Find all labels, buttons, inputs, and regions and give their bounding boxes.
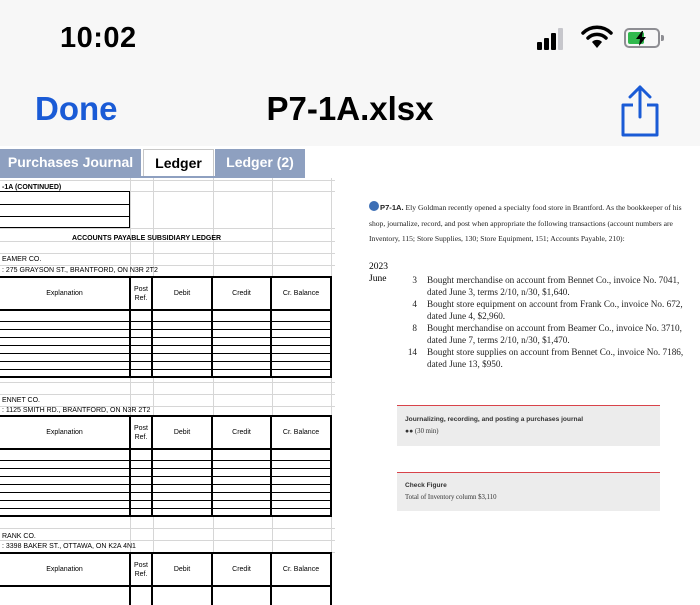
section-label: -1A (CONTINUED) bbox=[2, 184, 62, 191]
transaction-text: Bought store supplies on account from Bennet Co., invoice No. 7186, dated June 13, $950. bbox=[427, 347, 684, 369]
account-name: ENNET CO. bbox=[2, 397, 40, 404]
spreadsheet-grid[interactable] bbox=[0, 178, 335, 605]
column-header: Credit bbox=[232, 566, 251, 573]
document-title: P7-1A.xlsx bbox=[266, 90, 434, 127]
transaction-text: Bought store equipment on account from Frank Co., invoice No. 672, dated June 4, $2,960. bbox=[427, 299, 683, 321]
navigation-bar bbox=[0, 80, 700, 146]
charging-bolt-icon bbox=[634, 31, 648, 46]
tab-purchases-journal[interactable]: Purchases Journal bbox=[0, 149, 141, 177]
column-header: Debit bbox=[173, 290, 191, 297]
account-name: EAMER CO. bbox=[2, 256, 42, 263]
transaction-text: Bought merchandise on account from Beamer Co., invoice No. 3710, dated June 7, terms 2/10, n/30, $1,470. bbox=[427, 323, 682, 345]
tab-ledger-2[interactable]: Ledger (2) bbox=[215, 149, 305, 177]
problem-text: Ely Goldman recently opened a specialty food store in Brantford. As the bookkeeper of his shop, journalize, record, and post when appropriate the following transactions (account numbers are Inventory, 115; Store Supplies, 130; Store Equipment, 151; Accounts Payable, 210): bbox=[369, 203, 682, 244]
column-header: Credit bbox=[232, 429, 251, 436]
column-header: Credit bbox=[232, 290, 251, 297]
transaction-day: 8 bbox=[412, 323, 417, 333]
column-header: Post Ref. bbox=[133, 562, 148, 578]
status-icons bbox=[537, 26, 662, 52]
cellular-signal-icon bbox=[537, 26, 565, 50]
tab-ledger[interactable]: Ledger bbox=[143, 149, 214, 177]
account-address: : 3398 BAKER ST., OTTAWA, ON K2A 4N1 bbox=[2, 543, 136, 550]
ledger-table[interactable] bbox=[0, 552, 332, 605]
column-header: Cr. Balance bbox=[282, 566, 320, 573]
column-header: Debit bbox=[173, 566, 191, 573]
globe-icon bbox=[369, 201, 379, 211]
status-bar bbox=[0, 0, 700, 80]
month-label: June bbox=[369, 274, 387, 284]
year-label: 2023 bbox=[369, 262, 388, 272]
column-header: Post Ref. bbox=[133, 425, 148, 441]
objective-title: Journalizing, recording, and posting a purchases journal bbox=[405, 416, 584, 423]
done-button[interactable]: Done bbox=[35, 90, 118, 127]
account-address: : 1125 SMITH RD., BRANTFORD, ON N3R 2T2 bbox=[2, 407, 151, 414]
title-box bbox=[0, 191, 130, 228]
share-icon[interactable] bbox=[618, 83, 662, 139]
objective-time: ●● (30 min) bbox=[405, 428, 439, 435]
column-header: Explanation bbox=[46, 290, 83, 297]
transaction-day: 4 bbox=[412, 299, 417, 309]
column-header: Explanation bbox=[46, 566, 83, 573]
problem-intro bbox=[369, 200, 694, 247]
battery-icon bbox=[624, 28, 660, 48]
check-title: Check Figure bbox=[405, 482, 447, 489]
ledger-table[interactable] bbox=[0, 415, 332, 517]
column-header: Cr. Balance bbox=[282, 290, 320, 297]
column-header: Explanation bbox=[46, 429, 83, 436]
column-header: Debit bbox=[173, 429, 191, 436]
column-header: Post Ref. bbox=[133, 286, 148, 302]
problem-image bbox=[335, 178, 700, 605]
wifi-icon bbox=[581, 24, 613, 50]
transaction-text: Bought merchandise on account from Bennet Co., invoice No. 7041, dated June 3, terms 2/10, n/30, $1,640. bbox=[427, 275, 680, 297]
sheet-tabs bbox=[0, 146, 700, 178]
learning-objective-box bbox=[397, 405, 660, 446]
transaction-day: 3 bbox=[412, 275, 417, 285]
account-name: RANK CO. bbox=[2, 533, 36, 540]
ledger-heading: ACCOUNTS PAYABLE SUBSIDIARY LEDGER bbox=[72, 235, 222, 242]
check-figure-box bbox=[397, 472, 660, 511]
status-time: 10:02 bbox=[60, 22, 137, 54]
problem-id: P7-1A. bbox=[380, 203, 404, 212]
account-address: : 275 GRAYSON ST., BRANTFORD, ON N3R 2T2 bbox=[2, 267, 158, 274]
transaction-day: 14 bbox=[407, 347, 417, 357]
check-text: Total of Inventory column $3,110 bbox=[405, 494, 497, 501]
ledger-table[interactable] bbox=[0, 276, 332, 378]
column-header: Cr. Balance bbox=[282, 429, 320, 436]
